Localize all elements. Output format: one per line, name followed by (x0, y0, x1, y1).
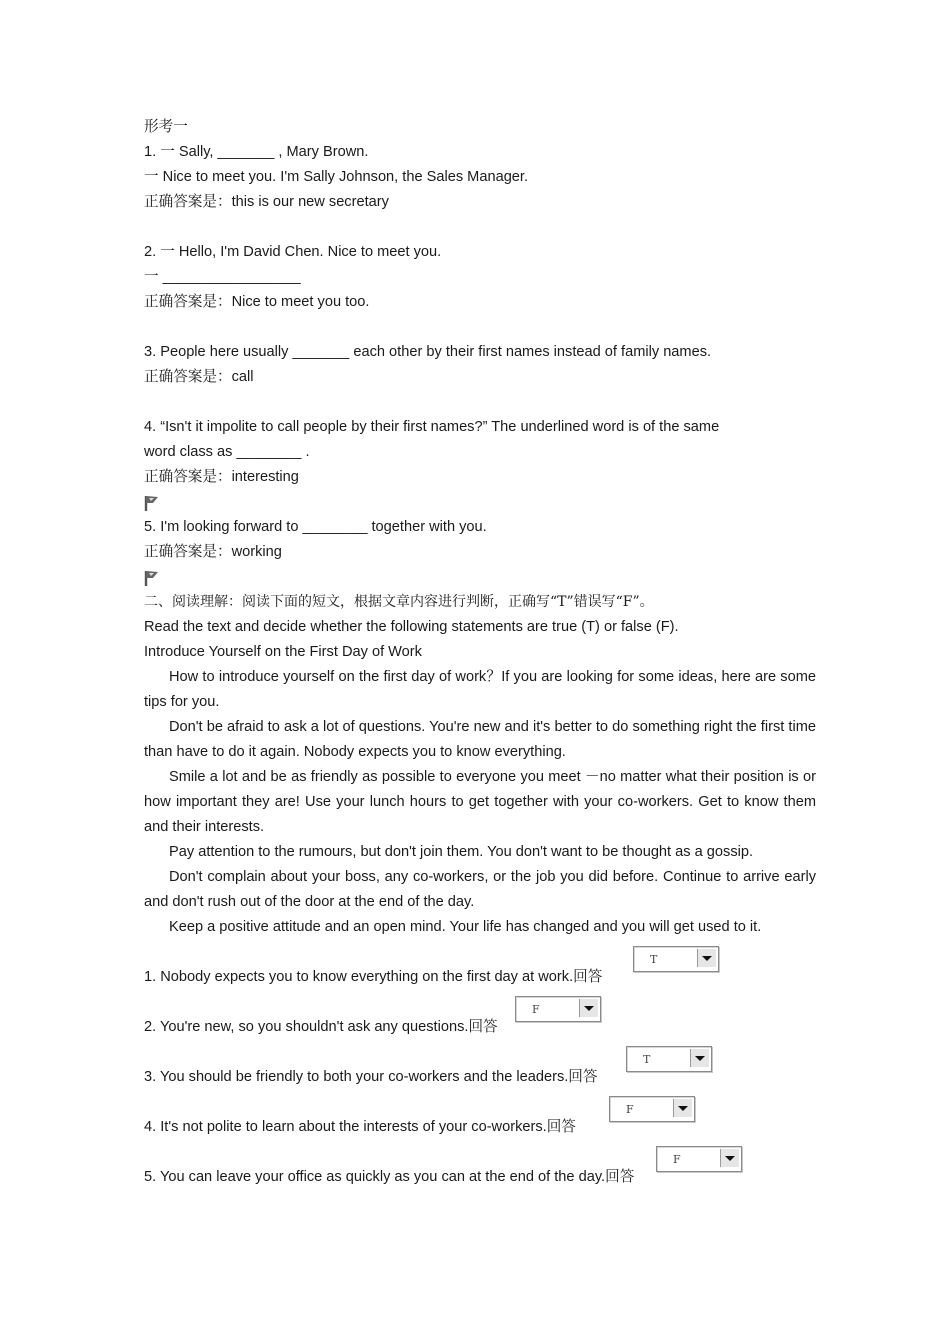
answer-select-5[interactable] (656, 1146, 742, 1172)
answer-label: 回答 (546, 1118, 576, 1135)
statement-text (144, 1114, 576, 1140)
spacer (144, 390, 816, 415)
question-5-prompt: 5. I'm looking forward to ________ together with you. (144, 519, 487, 535)
section-2-instruction: Read the text and decide whether the following statements are true (T) or false (F). (144, 619, 679, 635)
chevron-down-icon[interactable] (697, 949, 716, 967)
spacer (144, 215, 816, 240)
section-2-heading: 二、阅读理解：阅读下面的短文，根据文章内容进行判断，正确写“T”错误写“F”。 (144, 594, 654, 610)
page-title: 形考一 (144, 119, 188, 135)
statement-text (144, 1014, 498, 1040)
question-2-answer: 正确答案是：Nice to meet you too. (144, 294, 370, 310)
question-3-answer: 正确答案是：call (144, 369, 254, 385)
passage-paragraph: Pay attention to the rumours, but don't join them. You don't want to be thought as a gossip. (169, 844, 754, 860)
statement-5-text: 5. You can leave your office as quickly as you can at the end of the day. (144, 1169, 606, 1185)
document-page (144, 115, 816, 1190)
answer-select-1[interactable] (633, 946, 719, 972)
passage-paragraph: Don't be afraid to ask a lot of questions. You're new and it's better to do something right the first time than have to do it again. Nobody expects you to know everything. (144, 719, 816, 760)
flag-icon-graphic (144, 494, 160, 512)
passage-paragraph: Keep a positive attitude and an open mind. Your life has changed and you will get used to it. (169, 919, 762, 935)
answer-select-value: F (626, 1103, 634, 1116)
statement-1-text: 1. Nobody expects you to know everything on the first day at work. (144, 969, 574, 985)
answer-select-value: T (650, 953, 658, 966)
statement-text (144, 1164, 634, 1190)
statement-row (144, 940, 816, 990)
statement-2-text: 2. You're new, so you shouldn't ask any questions. (144, 1019, 469, 1035)
answer-label: 回答 (573, 968, 603, 985)
flag-icon-graphic (144, 569, 160, 587)
statement-4-text: 4. It's not polite to learn about the interests of your co-workers. (144, 1119, 547, 1135)
statement-row (144, 1140, 816, 1190)
flag-icon[interactable] (144, 490, 816, 515)
chevron-down-icon[interactable] (690, 1049, 709, 1067)
statement-row (144, 990, 816, 1040)
answer-label: 回答 (568, 1068, 598, 1085)
statement-text (144, 964, 602, 990)
question-2-prompt: 2. 一 Hello, I'm David Chen. Nice to meet you. (144, 244, 442, 260)
question-2-response: 一 _________________ (144, 269, 301, 285)
question-4-answer: 正确答案是：interesting (144, 469, 299, 485)
passage-paragraph: Smile a lot and be as friendly as possible to everyone you meet －no matter what their position is or how important they are! Use your lunch hours to get together with your co-workers. Get to know them and their interests. (144, 769, 816, 835)
statement-3-text: 3. You should be friendly to both your co-workers and the leaders. (144, 1069, 569, 1085)
flag-icon[interactable] (144, 565, 816, 590)
answer-select-value: T (643, 1053, 651, 1066)
statement-text (144, 1064, 598, 1090)
chevron-down-icon[interactable] (579, 999, 598, 1017)
answer-select-value: F (532, 1003, 540, 1016)
question-4-prompt-cont: word class as ________ . (144, 444, 310, 460)
statement-row (144, 1090, 816, 1140)
question-1-answer: 正确答案是：this is our new secretary (144, 194, 389, 210)
passage-paragraph: Don't complain about your boss, any co-workers, or the job you did before. Continue to arrive early and don't rush out of the door at the end of the day. (144, 869, 816, 910)
chevron-down-icon[interactable] (720, 1149, 739, 1167)
question-4-prompt: 4. “Isn't it impolite to call people by their first names?” The underlined word is of the same (144, 419, 720, 435)
chevron-down-icon[interactable] (673, 1099, 692, 1117)
question-3-prompt: 3. People here usually _______ each other by their first names instead of family names. (144, 344, 712, 360)
question-1-response: 一 Nice to meet you. I'm Sally Johnson, the Sales Manager. (144, 169, 529, 185)
passage-paragraph: How to introduce yourself on the first day of work？If you are looking for some ideas, here are some tips for you. (144, 669, 816, 710)
question-1-prompt: 1. 一 Sally, _______ , Mary Brown. (144, 144, 369, 160)
spacer (144, 315, 816, 340)
answer-label: 回答 (468, 1018, 498, 1035)
answer-label: 回答 (605, 1168, 635, 1185)
answer-select-2[interactable] (515, 996, 601, 1022)
passage-title: Introduce Yourself on the First Day of Work (144, 644, 422, 660)
answer-select-3[interactable] (626, 1046, 712, 1072)
answer-select-value: F (673, 1153, 681, 1166)
statement-row (144, 1040, 816, 1090)
question-5-answer: 正确答案是：working (144, 544, 282, 560)
answer-select-4[interactable] (609, 1096, 695, 1122)
